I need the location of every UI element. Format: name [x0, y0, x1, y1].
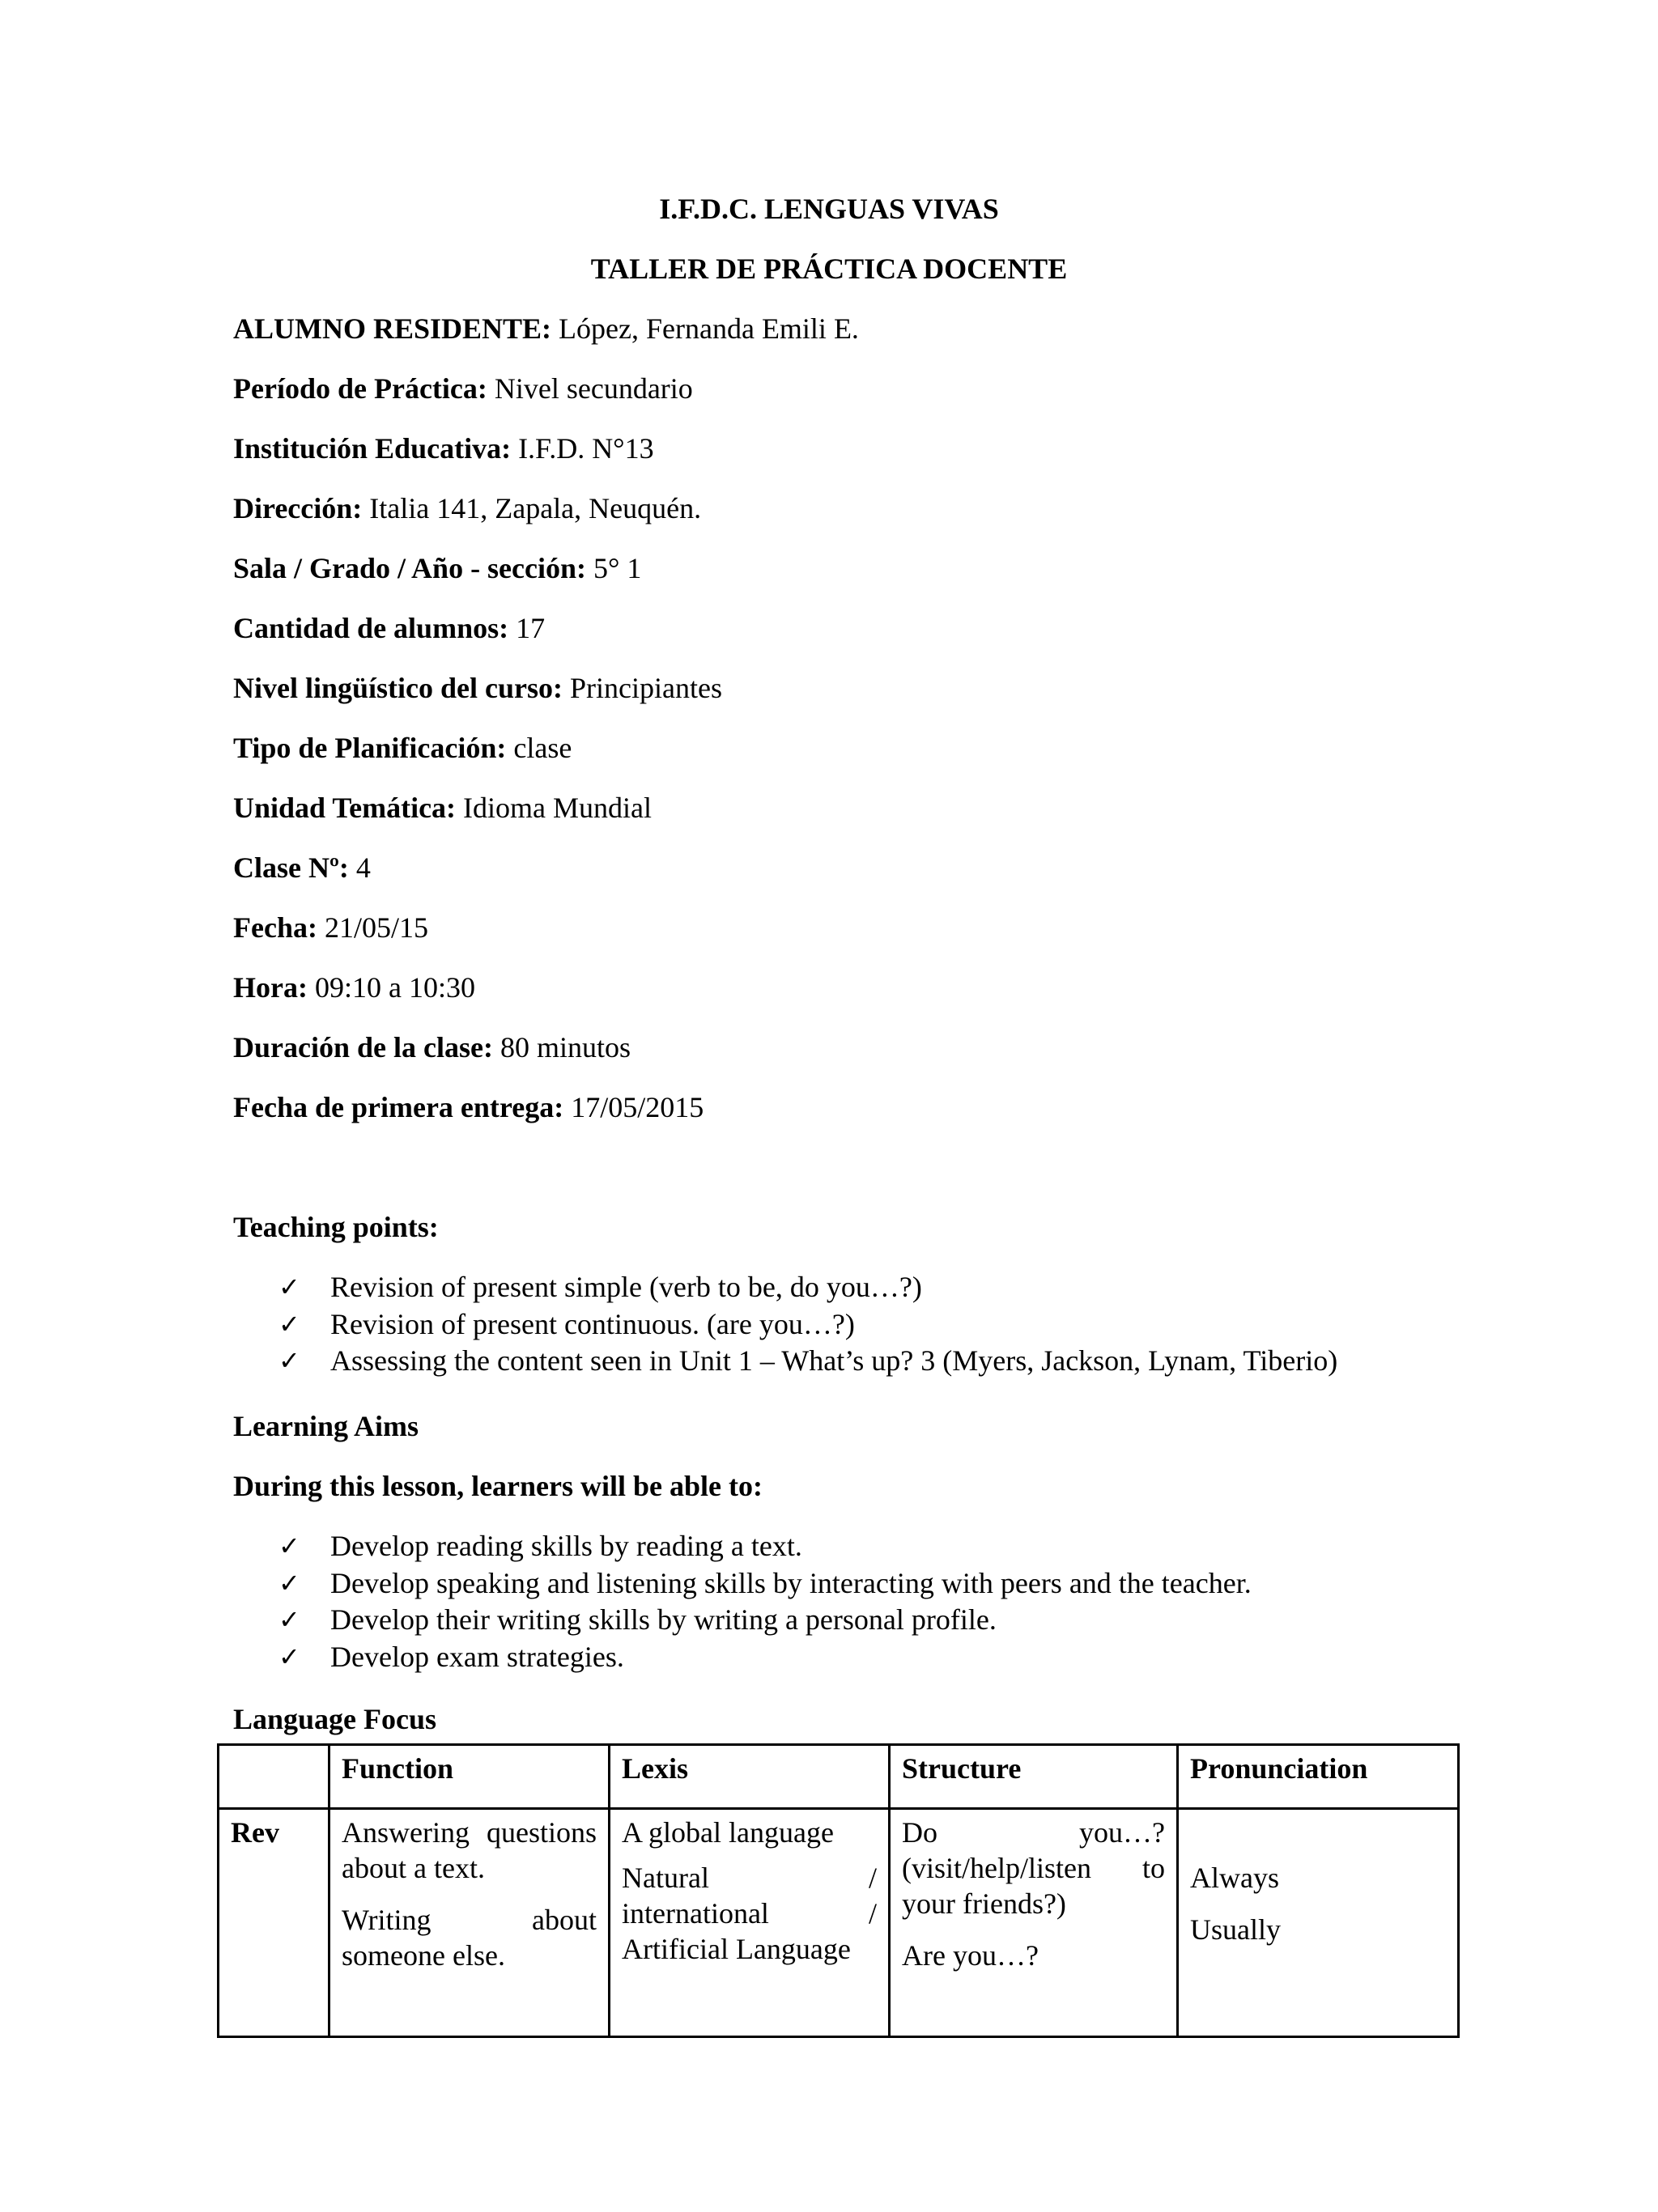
list-item: ✓ Develop their writing skills by writing a personal profile. [278, 1603, 997, 1636]
field-label: Institución Educativa: [233, 432, 512, 465]
list-item: ✓ Revision of present continuous. (are you…?) [278, 1307, 855, 1340]
function-item: Answering questions about a text. [342, 1816, 597, 1884]
pronunciation-item: Usually [1190, 1913, 1281, 1946]
field-label: Fecha: [233, 911, 317, 944]
field-label: Unidad Temática: [233, 792, 457, 824]
field-value: 17/05/2015 [571, 1091, 704, 1123]
function-item: Writing about someone else. [342, 1904, 597, 1972]
learning-aims-list [233, 1528, 1252, 1675]
field-label: Sala / Grado / Año - sección: [233, 552, 587, 584]
field-label: Dirección: [233, 492, 363, 524]
field-institucion [233, 431, 654, 466]
list-item: ✓ Develop speaking and listening skills by interacting with peers and the teacher. [278, 1566, 1252, 1599]
list-item: ✓ Revision of present simple (verb to be, do you…?) [278, 1271, 922, 1303]
field-value: I.F.D. N°13 [518, 432, 654, 465]
check-icon: ✓ [278, 1531, 300, 1561]
field-value: 4 [355, 851, 371, 884]
field-periodo [233, 371, 693, 406]
check-icon: ✓ [278, 1604, 300, 1635]
teaching-points-list [233, 1269, 1337, 1380]
teaching-points-heading: Teaching points: [233, 1211, 439, 1243]
field-label: Duración de la clase: [233, 1031, 493, 1064]
field-value: López, Fernanda Emili E. [559, 312, 859, 345]
field-value: Italia 141, Zapala, Neuquén. [369, 492, 702, 524]
list-item: ✓ Assessing the content seen in Unit 1 – What’s up? 3 (Myers, Jackson, Lynam, Tiberio) [278, 1344, 1338, 1377]
column-header-pronunciation: Pronunciation [1178, 1745, 1459, 1809]
learning-aims-subheading: During this lesson, learners will be able to: [233, 1470, 763, 1502]
structure-item: Do you…? (visit/help/listen to your friends?) [902, 1816, 1165, 1920]
table-header-row [219, 1745, 1459, 1809]
field-fecha [233, 910, 428, 945]
check-icon: ✓ [278, 1567, 300, 1598]
field-label: Clase Nº: [233, 851, 349, 884]
field-value: 17 [516, 612, 546, 644]
field-unidad-tematica [233, 790, 652, 826]
field-seccion [233, 550, 641, 586]
column-header-structure: Structure [890, 1745, 1178, 1809]
field-value: 21/05/15 [324, 911, 428, 944]
check-icon: ✓ [278, 1345, 300, 1376]
lexis-item: Natural / international / Artificial Language [622, 1862, 877, 1965]
field-value: Principiantes [570, 672, 722, 704]
field-value: Idioma Mundial [463, 792, 653, 824]
field-nivel-linguistico [233, 670, 722, 706]
field-tipo-planificacion [233, 730, 572, 766]
cell-function [329, 1809, 610, 2037]
language-focus-table [217, 1743, 1460, 2038]
field-label: Fecha de primera entrega: [233, 1091, 564, 1123]
check-icon: ✓ [278, 1308, 300, 1340]
field-label: Hora: [233, 971, 308, 1004]
field-duracion [233, 1030, 631, 1065]
field-cantidad-alumnos [233, 610, 545, 646]
language-focus-heading: Language Focus [233, 1703, 437, 1735]
institute-title: I.F.D.C. LENGUAS VIVAS [659, 193, 999, 225]
column-header-empty [219, 1745, 329, 1809]
workshop-title: TALLER DE PRÁCTICA DOCENTE [590, 253, 1068, 285]
field-label: Cantidad de alumnos: [233, 612, 509, 644]
list-item: ✓ Develop exam strategies. [278, 1640, 624, 1673]
list-item: ✓ Develop reading skills by reading a text. [278, 1530, 802, 1562]
field-label: Nivel lingüístico del curso: [233, 672, 563, 704]
table-row [219, 1809, 1459, 2037]
check-icon: ✓ [278, 1272, 300, 1302]
field-label: ALUMNO RESIDENTE: [233, 312, 552, 345]
field-value: clase [513, 732, 572, 764]
structure-item: Are you…? [902, 1939, 1039, 1972]
field-clase-numero [233, 850, 371, 885]
field-value: Nivel secundario [494, 372, 693, 405]
column-header-function: Function [329, 1745, 610, 1809]
field-alumno-residente [233, 311, 859, 346]
row-label: Rev [219, 1809, 329, 2037]
field-value: 5° 1 [593, 552, 642, 584]
column-header-lexis: Lexis [610, 1745, 890, 1809]
check-icon: ✓ [278, 1641, 300, 1672]
field-label: Período de Práctica: [233, 372, 487, 405]
cell-structure [890, 1809, 1178, 2037]
field-hora [233, 970, 475, 1005]
cell-lexis [610, 1809, 890, 2037]
field-fecha-entrega [233, 1089, 704, 1125]
lexis-item: A global language [622, 1816, 834, 1849]
field-direccion [233, 490, 701, 526]
pronunciation-item: Always [1190, 1862, 1279, 1894]
cell-pronunciation [1178, 1809, 1459, 2037]
field-value: 80 minutos [500, 1031, 631, 1064]
field-label: Tipo de Planificación: [233, 732, 507, 764]
field-value: 09:10 a 10:30 [314, 971, 475, 1004]
learning-aims-heading: Learning Aims [233, 1410, 419, 1442]
